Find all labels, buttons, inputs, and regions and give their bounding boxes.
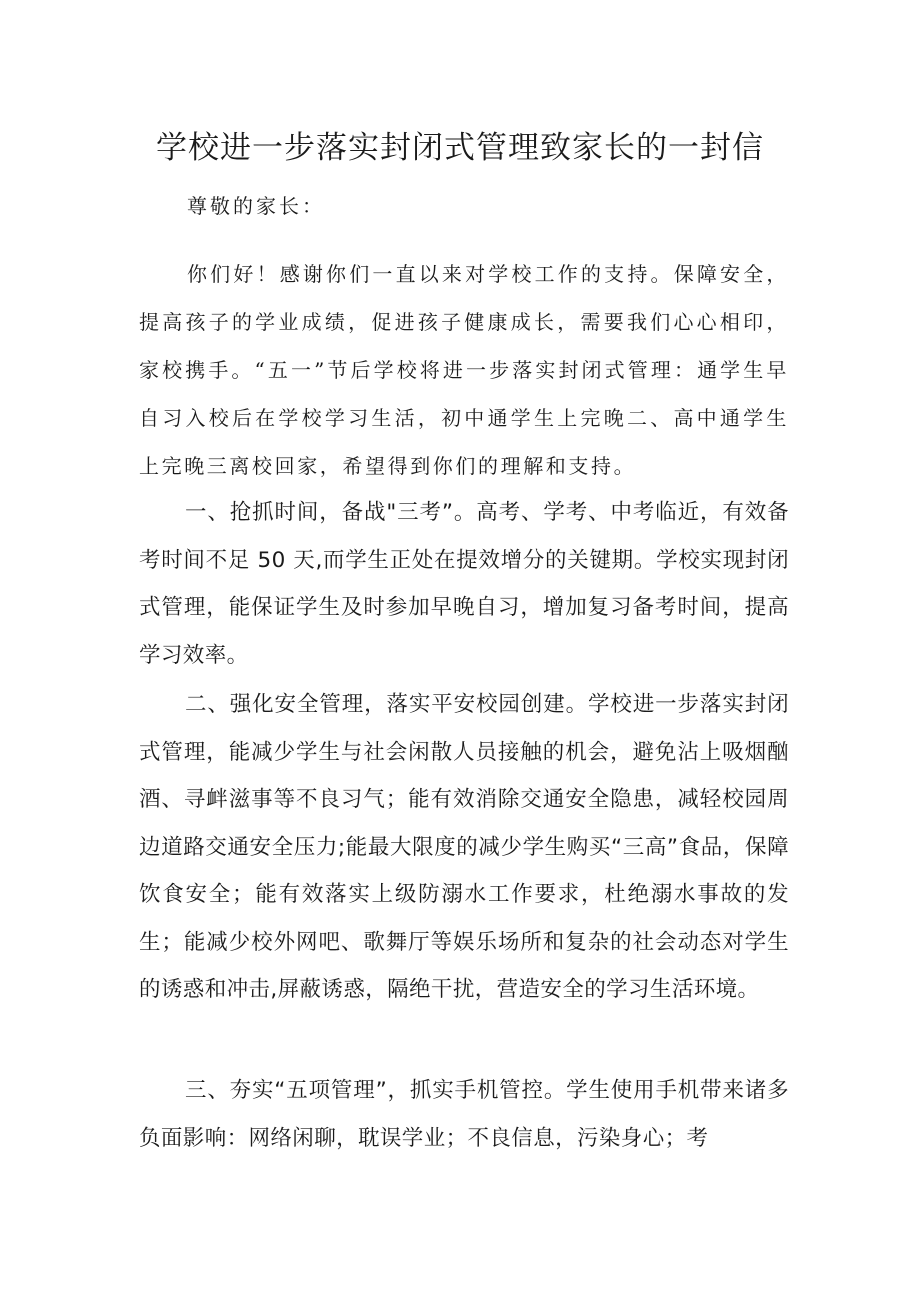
section-3-paragraph: 三、夯实“五项管理”，抓实手机管控。学生使用手机带来诸多负面影响：网络闲聊，耽误学业；不良信息，污染身心；考 <box>139 1078 789 1151</box>
section-1-paragraph: 一、抢抓时间，备战"三考”。高考、学考、中考临近，有效备考时间不足 50 天,而学生正处在提效增分的关键期。学校实现封闭式管理，能保证学生及时参加早晚自习，增加复习备考时间，提高学习效率。 <box>139 500 789 668</box>
document-title: 学校进一步落实封闭式管理致家长的一封信 <box>156 130 764 166</box>
salutation: 尊敬的家长： <box>187 194 325 218</box>
intro-paragraph: 你们好！感谢你们一直以来对学校工作的支持。保障安全，提高孩子的学业成绩，促进孩子健康成长，需要我们心心相印，家校携手。“五一”节后学校将进一步落实封闭式管理：通学生早自习入校后在学校学习生活，初中通学生上完晚二、高中通学生上完晚三离校回家，希望得到你们的理解和支持。 <box>139 262 789 478</box>
section-2-paragraph: 二、强化安全管理，落实平安校园创建。学校进一步落实封闭式管理，能减少学生与社会闲散人员接触的机会，避免沾上吸烟酗酒、寻衅滋事等不良习气；能有效消除交通安全隐患，减轻校园周边道路交通安全压力;能最大限度的减少学生购买“三高”食品，保障饮食安全；能有效落实上级防溺水工作要求，杜绝溺水事故的发生；能减少校外网吧、歌舞厅等娱乐场所和复杂的社会动态对学生的诱惑和冲击,屏蔽诱惑，隔绝干扰，营造安全的学习生活环境。 <box>139 692 789 1002</box>
